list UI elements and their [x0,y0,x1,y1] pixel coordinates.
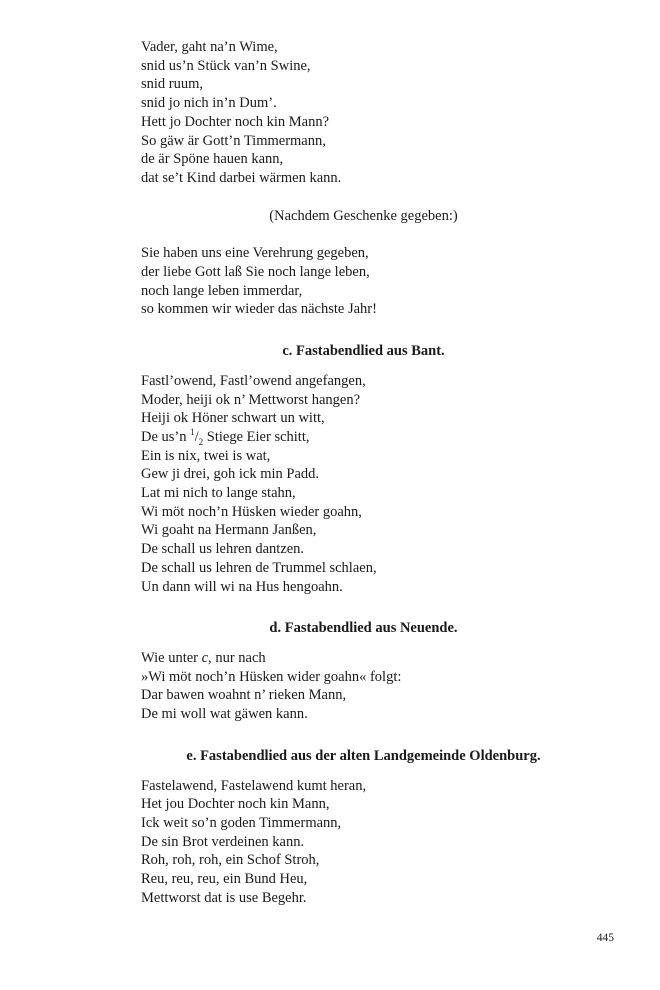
verse-line: Mettworst dat is use Begehr. [141,889,307,906]
verse-line: snid ruum, [141,76,204,93]
verse-line: Ick weit so’n goden Timmermann, [141,814,342,831]
verse-line: Ein is nix, twei is wat, [141,447,271,464]
verse-line: Moder, heiji ok n’ Mettworst hangen? [141,391,361,408]
verse-line: Wie unter c, nur nach [141,649,266,666]
verse-line: Un dann will wi na Hus hengoahn. [141,578,343,595]
stanza-e [141,777,611,908]
section-heading-c: c. Fastabendlied aus Bant. [282,343,445,360]
verse-line: de är Spöne hauen kann, [141,151,284,168]
verse-line: Hett jo Dochter noch kin Mann? [141,113,330,130]
verse-line: De sin Brot verdeinen kann. [141,833,305,850]
stanza-b [141,244,611,319]
verse-line: De schall us lehren dantzen. [141,541,305,558]
section-heading-d: d. Fastabendlied aus Neuende. [269,620,458,637]
verse-line: Lat mi nich to lange stahn, [141,485,296,502]
stanza-d [141,649,611,724]
verse-line-fraction: De us’n $^1/_2$ Stiege Eier schitt, [141,427,310,447]
verse-line: Vader, gaht na’n Wime, [141,39,278,55]
verse-line: So gäw är Gott’n Timmermann, [141,132,326,149]
verse-line: Reu, reu, reu, ein Bund Heu, [141,871,308,888]
verse-line: noch lange leben immerdar, [141,282,303,299]
verse-line: Wi goaht na Hermann Janßen, [141,522,317,539]
verse-line: De mi woll wat gäwen kann. [141,706,308,723]
verse-line: Het jou Dochter noch kin Mann, [141,796,330,813]
verse-line: snid jo nich in’n Dum’. [141,95,277,112]
stanza-c [141,372,611,596]
verse-line: Roh, roh, roh, ein Schof Stroh, [141,852,320,869]
page-number: 445 [596,932,614,944]
verse-line: »Wi möt noch’n Hüsken wider goahn« folgt: [141,668,402,685]
verse-line: Wi möt noch’n Hüsken wieder goahn, [141,503,362,520]
verse-line: De schall us lehren de Trummel schlaen, [141,559,377,576]
verse-line: Fastelawend, Fastelawend kumt heran, [141,777,367,794]
verse-line: Sie haben uns eine Verehrung gegeben, [141,245,369,262]
verse-line: der liebe Gott laß Sie noch lange leben, [141,264,370,281]
verse-line: so kommen wir wieder das nächste Jahr! [141,301,377,318]
verse-line: Fastl’owend, Fastl’owend angefangen, [141,372,366,389]
verse-line: Dar bawen woahnt n’ rieken Mann, [141,687,347,704]
stanza-a [141,38,611,188]
verse-line: Gew ji drei, goh ick min Padd. [141,466,320,483]
page-body [141,38,611,907]
verse-line: dat se’t Kind darbei wärmen kann. [141,169,342,186]
verse-line: Heiji ok Höner schwart un witt, [141,410,325,427]
section-heading-e: e. Fastabendlied aus der alten Landgemeinde Oldenburg. [186,747,541,764]
verse-line: snid us’n Stück van’n Swine, [141,57,311,74]
stage-note: (Nachdem Geschenke gegeben:) [269,207,458,224]
